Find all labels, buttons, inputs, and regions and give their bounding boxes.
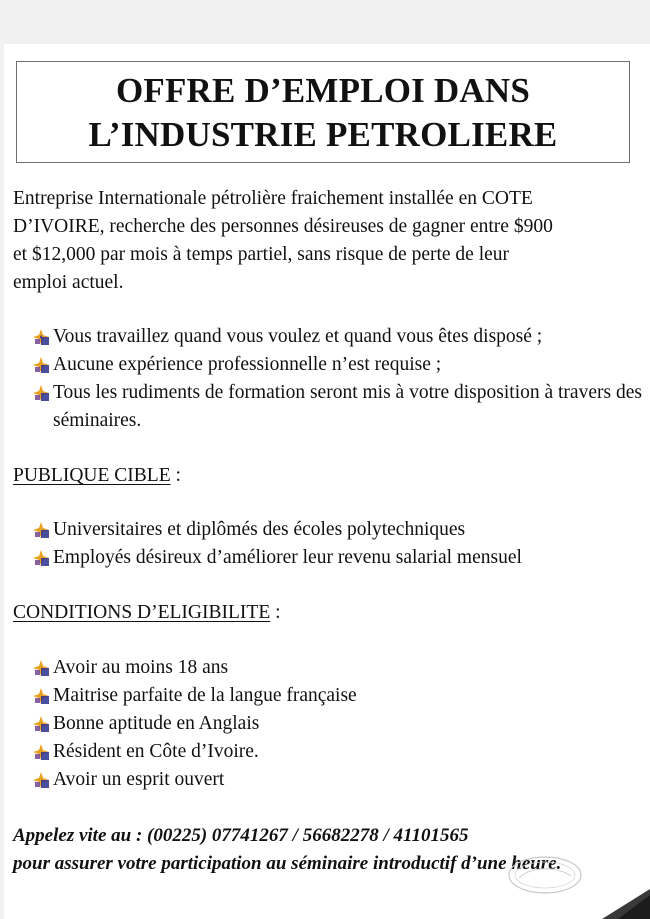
target-item-text: Employés désireux d’améliorer leur revenu salarial mensuel bbox=[53, 547, 522, 568]
list-item bbox=[33, 351, 643, 379]
star-bullet-icon bbox=[33, 772, 50, 788]
star-bullet-icon bbox=[33, 744, 50, 760]
target-heading bbox=[13, 462, 181, 490]
condition-text: Avoir au moins 18 ans bbox=[53, 657, 229, 678]
conditions-heading-suffix: : bbox=[270, 602, 281, 623]
star-bullet-icon bbox=[33, 550, 50, 566]
benefit-text: Aucune expérience professionnelle n’est requise ; bbox=[53, 354, 442, 375]
star-bullet-icon bbox=[33, 357, 50, 373]
benefits-list bbox=[33, 323, 643, 435]
list-item bbox=[33, 323, 643, 351]
intro-line: Entreprise Internationale pétrolière fraichement installée en COTE bbox=[13, 188, 533, 209]
list-item bbox=[33, 516, 643, 544]
star-bullet-icon bbox=[33, 329, 50, 345]
list-item bbox=[33, 682, 643, 710]
list-item bbox=[33, 766, 643, 794]
conditions-list bbox=[33, 654, 643, 794]
benefit-text: Tous les rudiments de formation seront mis à votre disposition à travers des séminaires. bbox=[53, 382, 642, 431]
list-item bbox=[33, 379, 643, 435]
star-bullet-icon bbox=[33, 716, 50, 732]
target-list bbox=[33, 516, 643, 572]
condition-text: Résident en Côte d’Ivoire. bbox=[53, 741, 259, 762]
target-item-text: Universitaires et diplômés des écoles polytechniques bbox=[53, 519, 466, 540]
target-heading-suffix: : bbox=[170, 465, 181, 486]
benefit-text: Vous travaillez quand vous voulez et quand vous êtes disposé ; bbox=[53, 326, 543, 347]
watermark-stamp-icon bbox=[505, 852, 585, 898]
list-item bbox=[33, 738, 643, 766]
condition-text: Avoir un esprit ouvert bbox=[53, 769, 225, 790]
phone-line: Appelez vite au : (00225) 07741267 / 56682278 / 41101565 bbox=[13, 825, 469, 846]
list-item bbox=[33, 654, 643, 682]
conditions-heading bbox=[13, 599, 281, 627]
title-box bbox=[16, 61, 630, 163]
intro-line: et $12,000 par mois à temps partiel, sans risque de perte de leur bbox=[13, 244, 510, 265]
target-heading-text: PUBLIQUE CIBLE bbox=[13, 465, 171, 486]
list-item bbox=[33, 544, 643, 572]
intro-line: D’IVOIRE, recherche des personnes désireuses de gagner entre $900 bbox=[13, 216, 553, 237]
conditions-heading-text: CONDITIONS D’ELIGIBILITE bbox=[13, 602, 271, 623]
list-item bbox=[33, 710, 643, 738]
title-line-2: L’INDUSTRIE PETROLIERE bbox=[88, 115, 558, 154]
condition-text: Bonne aptitude en Anglais bbox=[53, 713, 260, 734]
intro-line: emploi actuel. bbox=[13, 272, 124, 293]
condition-text: Maitrise parfaite de la langue française bbox=[53, 685, 357, 706]
star-bullet-icon bbox=[33, 522, 50, 538]
intro-paragraph bbox=[13, 185, 643, 297]
star-bullet-icon bbox=[33, 688, 50, 704]
page-curl-icon bbox=[590, 889, 650, 919]
star-bullet-icon bbox=[33, 660, 50, 676]
title-line-1: OFFRE D’EMPLOI DANS bbox=[115, 71, 531, 110]
seminar-line: pour assurer votre participation au séminaire introductif d’une heure. bbox=[13, 853, 562, 874]
star-bullet-icon bbox=[33, 385, 50, 401]
